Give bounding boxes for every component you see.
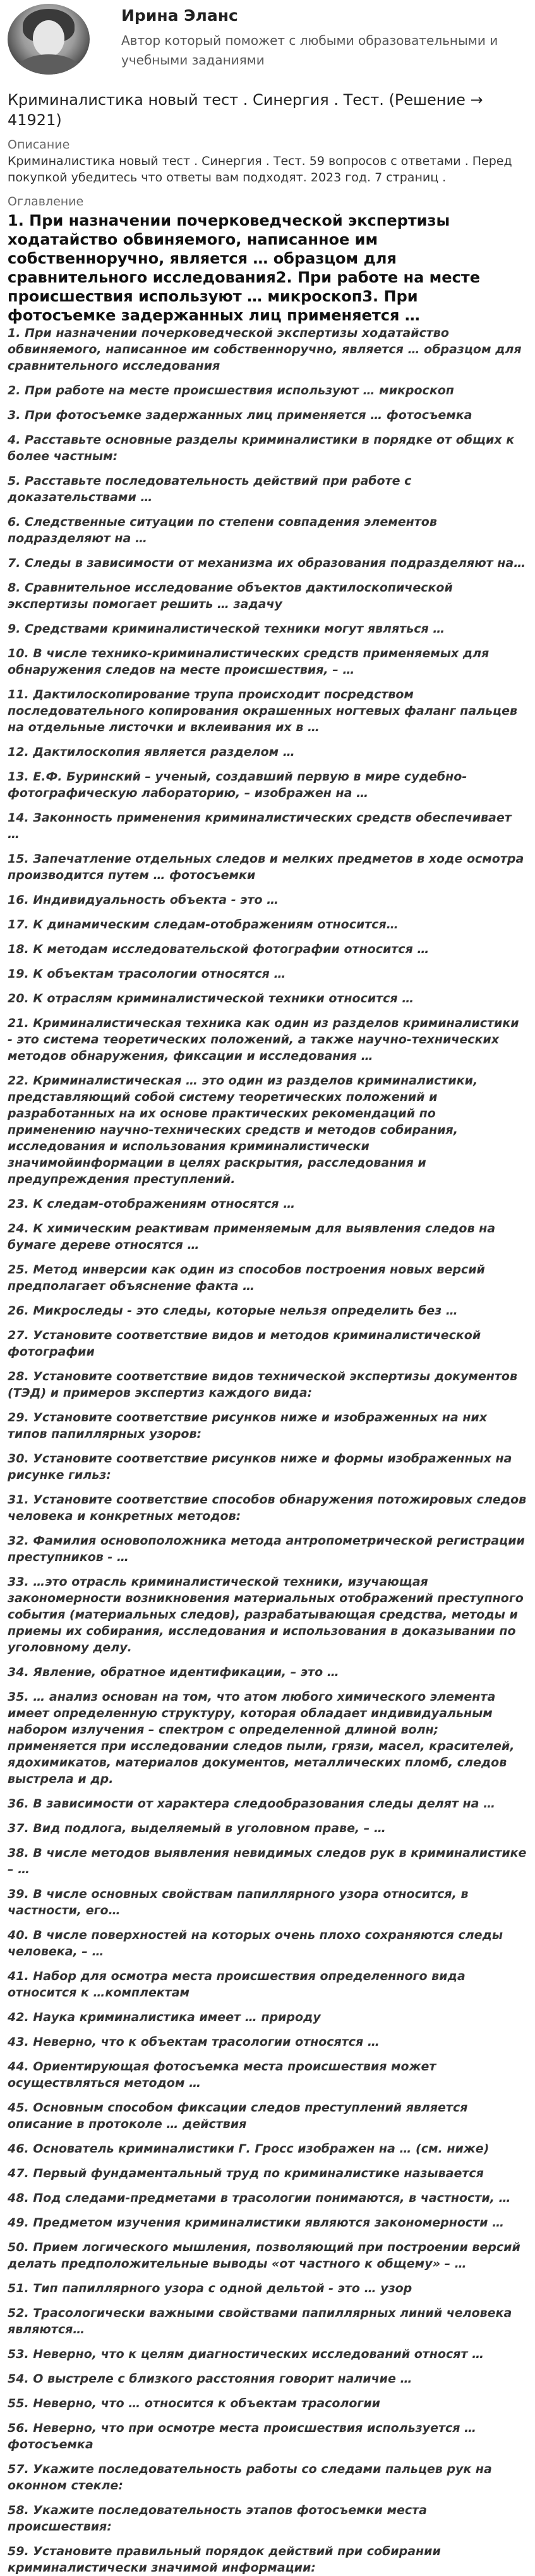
toc-item[interactable]: 18. К методам исследовательской фотографии относится …: [8, 942, 430, 956]
toc-item[interactable]: 3. При фотосъемке задержанных лиц применяется … фотосъемка: [8, 408, 472, 422]
toc-item[interactable]: 8. Сравнительное исследование объектов дактилоскопической экспертизы помогает решить … задачу: [8, 581, 453, 611]
toc-item[interactable]: 16. Индивидуальность объекта - это …: [8, 893, 279, 907]
toc-item[interactable]: 56. Неверно, что при осмотре места происшествия используется … фотосъемка: [8, 2421, 477, 2451]
toc-item[interactable]: 26. Микроследы - это следы, которые нельзя определить без …: [8, 1304, 458, 1318]
author-header: [8, 0, 527, 77]
toc-item[interactable]: 36. В зависимости от характера следообразования следы делят на …: [8, 1797, 496, 1811]
toc-item[interactable]: 37. Вид подлога, выделяемый в уголовном праве, – …: [8, 1821, 386, 1835]
toc-item[interactable]: 5. Расставьте последовательность действий при работе с доказательствами …: [8, 474, 412, 504]
toc-item[interactable]: 43. Неверно, что к объектам трасологии относятся …: [8, 2035, 380, 2049]
toc-item[interactable]: 11. Дактилоскопирование трупа происходит посредством последовательного копирования окрашенных ногтевых фаланг пальцев на отдельные листочки и вклеивания их в …: [8, 688, 518, 734]
toc-item[interactable]: 24. К химическим реактивам применяемым для выявления следов на бумаге дереве относятся …: [8, 1222, 496, 1252]
toc-item[interactable]: 34. Явление, обратное идентификации, – это …: [8, 1665, 339, 1679]
toc-item[interactable]: 49. Предметом изучения криминалистики являются закономерности …: [8, 2216, 505, 2230]
toc-item[interactable]: 58. Укажите последовательность этапов фотосъемки места происшествия:: [8, 2503, 427, 2534]
avatar-shoulders: [16, 54, 81, 75]
author-info: [121, 4, 500, 70]
toc-item[interactable]: 45. Основным способом фиксации следов преступлений является описание в протоколе … действия: [8, 2101, 468, 2131]
toc-item[interactable]: 9. Средствами криминалистической техники могут являться …: [8, 622, 445, 636]
toc-item[interactable]: 20. К отраслям криминалистической техники относится …: [8, 992, 414, 1005]
avatar-face: [33, 20, 64, 57]
toc-item[interactable]: 7. Следы в зависимости от механизма их образования подразделяют на…: [8, 556, 526, 570]
toc-item[interactable]: 29. Установите соответствие рисунков ниже и изображенных на них типов папиллярных узоров:: [8, 1411, 487, 1441]
author-name[interactable]: Ирина Эланс: [121, 6, 238, 25]
toc-item[interactable]: 10. В числе технико-криминалистических средств применяемых для обнаружения следов на месте происшествия, – …: [8, 647, 490, 677]
toc-item[interactable]: 35. … анализ основан на том, что атом любого химического элемента имеет определенную структуру, которая обладает индивидуальным набором излучения – спектром с определенной длиной волн; применяется при исследовании следов пыли, грязи, масел, красителей, ядохимикатов, материалов документов, металлических пломб, следов выстрела и др.: [8, 1690, 515, 1786]
toc-item[interactable]: 54. О выстреле с близкого расстояния говорит наличие …: [8, 2372, 412, 2386]
toc-item[interactable]: 47. Первый фундаментальный труд по криминалистике называется: [8, 2166, 484, 2180]
toc-item[interactable]: 53. Неверно, что к целям диагностических исследований относят …: [8, 2347, 484, 2361]
toc-list: [8, 325, 527, 2576]
toc-item[interactable]: 12. Дактилоскопия является разделом …: [8, 745, 295, 759]
toc-item[interactable]: 32. Фамилия основоположника метода антропометрической регистрации преступников - …: [8, 1534, 525, 1564]
description-label: Описание: [8, 138, 70, 152]
toc-label: Оглавление: [8, 195, 84, 209]
author-description: Автор который поможет с любыми образовательными и учебными заданиями: [121, 33, 498, 68]
toc-item[interactable]: 39. В числе основных свойствам папиллярного узора относится, в частности, его…: [8, 1887, 469, 1917]
toc-item[interactable]: 15. Запечатление отдельных следов и мелких предметов в ходе осмотра производится путем … фотосъемки: [8, 852, 524, 882]
toc-item[interactable]: 21. Криминалистическая техника как один из разделов криминалистики - это система теоретических положений, а также научно-технических методов обнаружения, фиксации и исследования …: [8, 1016, 519, 1063]
toc-item[interactable]: 27. Установите соответствие видов и методов криминалистической фотографии: [8, 1328, 481, 1359]
toc-item[interactable]: 2. При работе на месте происшествия используют … микроскоп: [8, 384, 454, 398]
toc-item[interactable]: 38. В числе методов выявления невидимых следов рук в криминалистике – …: [8, 1846, 527, 1876]
toc-item[interactable]: 48. Под следами-предметами в трасологии понимаются, в частности, …: [8, 2191, 511, 2205]
toc-item[interactable]: 19. К объектам трасологии относятся …: [8, 967, 286, 981]
toc-item[interactable]: 46. Основатель криминалистики Г. Гросс изображен на … (см. ниже): [8, 2142, 490, 2156]
toc-item[interactable]: 55. Неверно, что … относится к объектам трасологии: [8, 2397, 380, 2410]
toc-item[interactable]: 23. К следам-отображениям относятся …: [8, 1197, 296, 1211]
toc-item[interactable]: 41. Набор для осмотра места происшествия определенного вида относится к …комплектам: [8, 1969, 466, 2000]
toc-item[interactable]: 4. Расставьте основные разделы криминалистики в порядке от общих к более частным:: [8, 433, 515, 463]
toc-item[interactable]: 59. Установите правильный порядок действий при собирании криминалистически значимой информации:: [8, 2544, 441, 2575]
toc-item[interactable]: 13. Е.Ф. Буринский – ученый, создавший первую в мире судебно-фотографическую лабораторию, – изображен на …: [8, 770, 467, 800]
toc-item[interactable]: 28. Установите соответствие видов технической экспертизы документов (ТЭД) и примеров экспертиз каждого вида:: [8, 1370, 518, 1400]
toc-item[interactable]: 40. В числе поверхностей на которых очень плохо сохраняются следы человека, – …: [8, 1928, 503, 1959]
toc-item[interactable]: 50. Прием логического мышления, позволяющий при построении версий делать предположительные выводы «от частного к общему» – …: [8, 2240, 520, 2271]
toc-item[interactable]: 44. Ориентирующая фотосъемка места происшествия может осуществляться методом …: [8, 2060, 436, 2090]
toc-first-item: 1. При назначении почерковедческой экспертизы ходатайство обвиняемого, написанное им собственноручно, является … образцом для сравнительного исследования2. При работе на месте происшествия используют … микроскоп3. При фотосъемке задержанных лиц применяется …: [8, 212, 480, 324]
description-text: Криминалистика новый тест . Синергия . Тест. 59 вопросов с ответами . Перед покупкой убедитесь что ответы вам подходят. 2023 год. 7 страниц .: [8, 154, 512, 185]
toc-item[interactable]: 1. При назначении почерковедческой экспертизы ходатайство обвиняемого, написанное им собственноручно, является … образцом для сравнительного исследования: [8, 326, 522, 373]
toc-item[interactable]: 30. Установите соответствие рисунков ниже и формы изображенных на рисунке гильз:: [8, 1452, 512, 1482]
toc-item[interactable]: 14. Законность применения криминалистических средств обеспечивает …: [8, 811, 512, 841]
toc-item[interactable]: 22. Криминалистическая … это один из разделов криминалистики, представляющий собой систему теоретических положений и разработанных на их основе практических рекомендаций по применению научно-технических средств и методов собирания, исследования и использования криминалистически значимойинформации в целях раскрытия, расследования и предупреждения преступлений.: [8, 1074, 478, 1186]
toc-item[interactable]: 31. Установите соответствие способов обнаружения потожировых следов человека и конкретных методов:: [8, 1493, 527, 1523]
toc-item[interactable]: 33. …это отрасль криминалистической техники, изучающая закономерности возникновения материальных отображений преступного события (материальных следов), разрабатывающая средства, методы и приемы их собирания, исследования и использования в доказывании по уголовному делу.: [8, 1575, 524, 1655]
toc-item[interactable]: 57. Укажите последовательность работы со следами пальцев рук на оконном стекле:: [8, 2462, 492, 2493]
toc-item[interactable]: 25. Метод инверсии как один из способов построения новых версий предполагает объяснение факта …: [8, 1263, 485, 1293]
toc-item[interactable]: 51. Тип папиллярного узора с одной дельтой - это … узор: [8, 2281, 412, 2295]
toc-item[interactable]: 42. Наука криминалистика имеет … природу: [8, 2010, 321, 2024]
page-title: Криминалистика новый тест . Синергия . Тест. (Решение → 41921): [8, 91, 483, 129]
toc-item[interactable]: 52. Трасологически важными свойствами папиллярных линий человека являются…: [8, 2306, 512, 2336]
toc-item[interactable]: 6. Следственные ситуации по степени совпадения элементов подразделяют на …: [8, 515, 437, 545]
toc-item[interactable]: 17. К динамическим следам-отображениям относится…: [8, 918, 399, 932]
avatar[interactable]: [8, 4, 90, 75]
